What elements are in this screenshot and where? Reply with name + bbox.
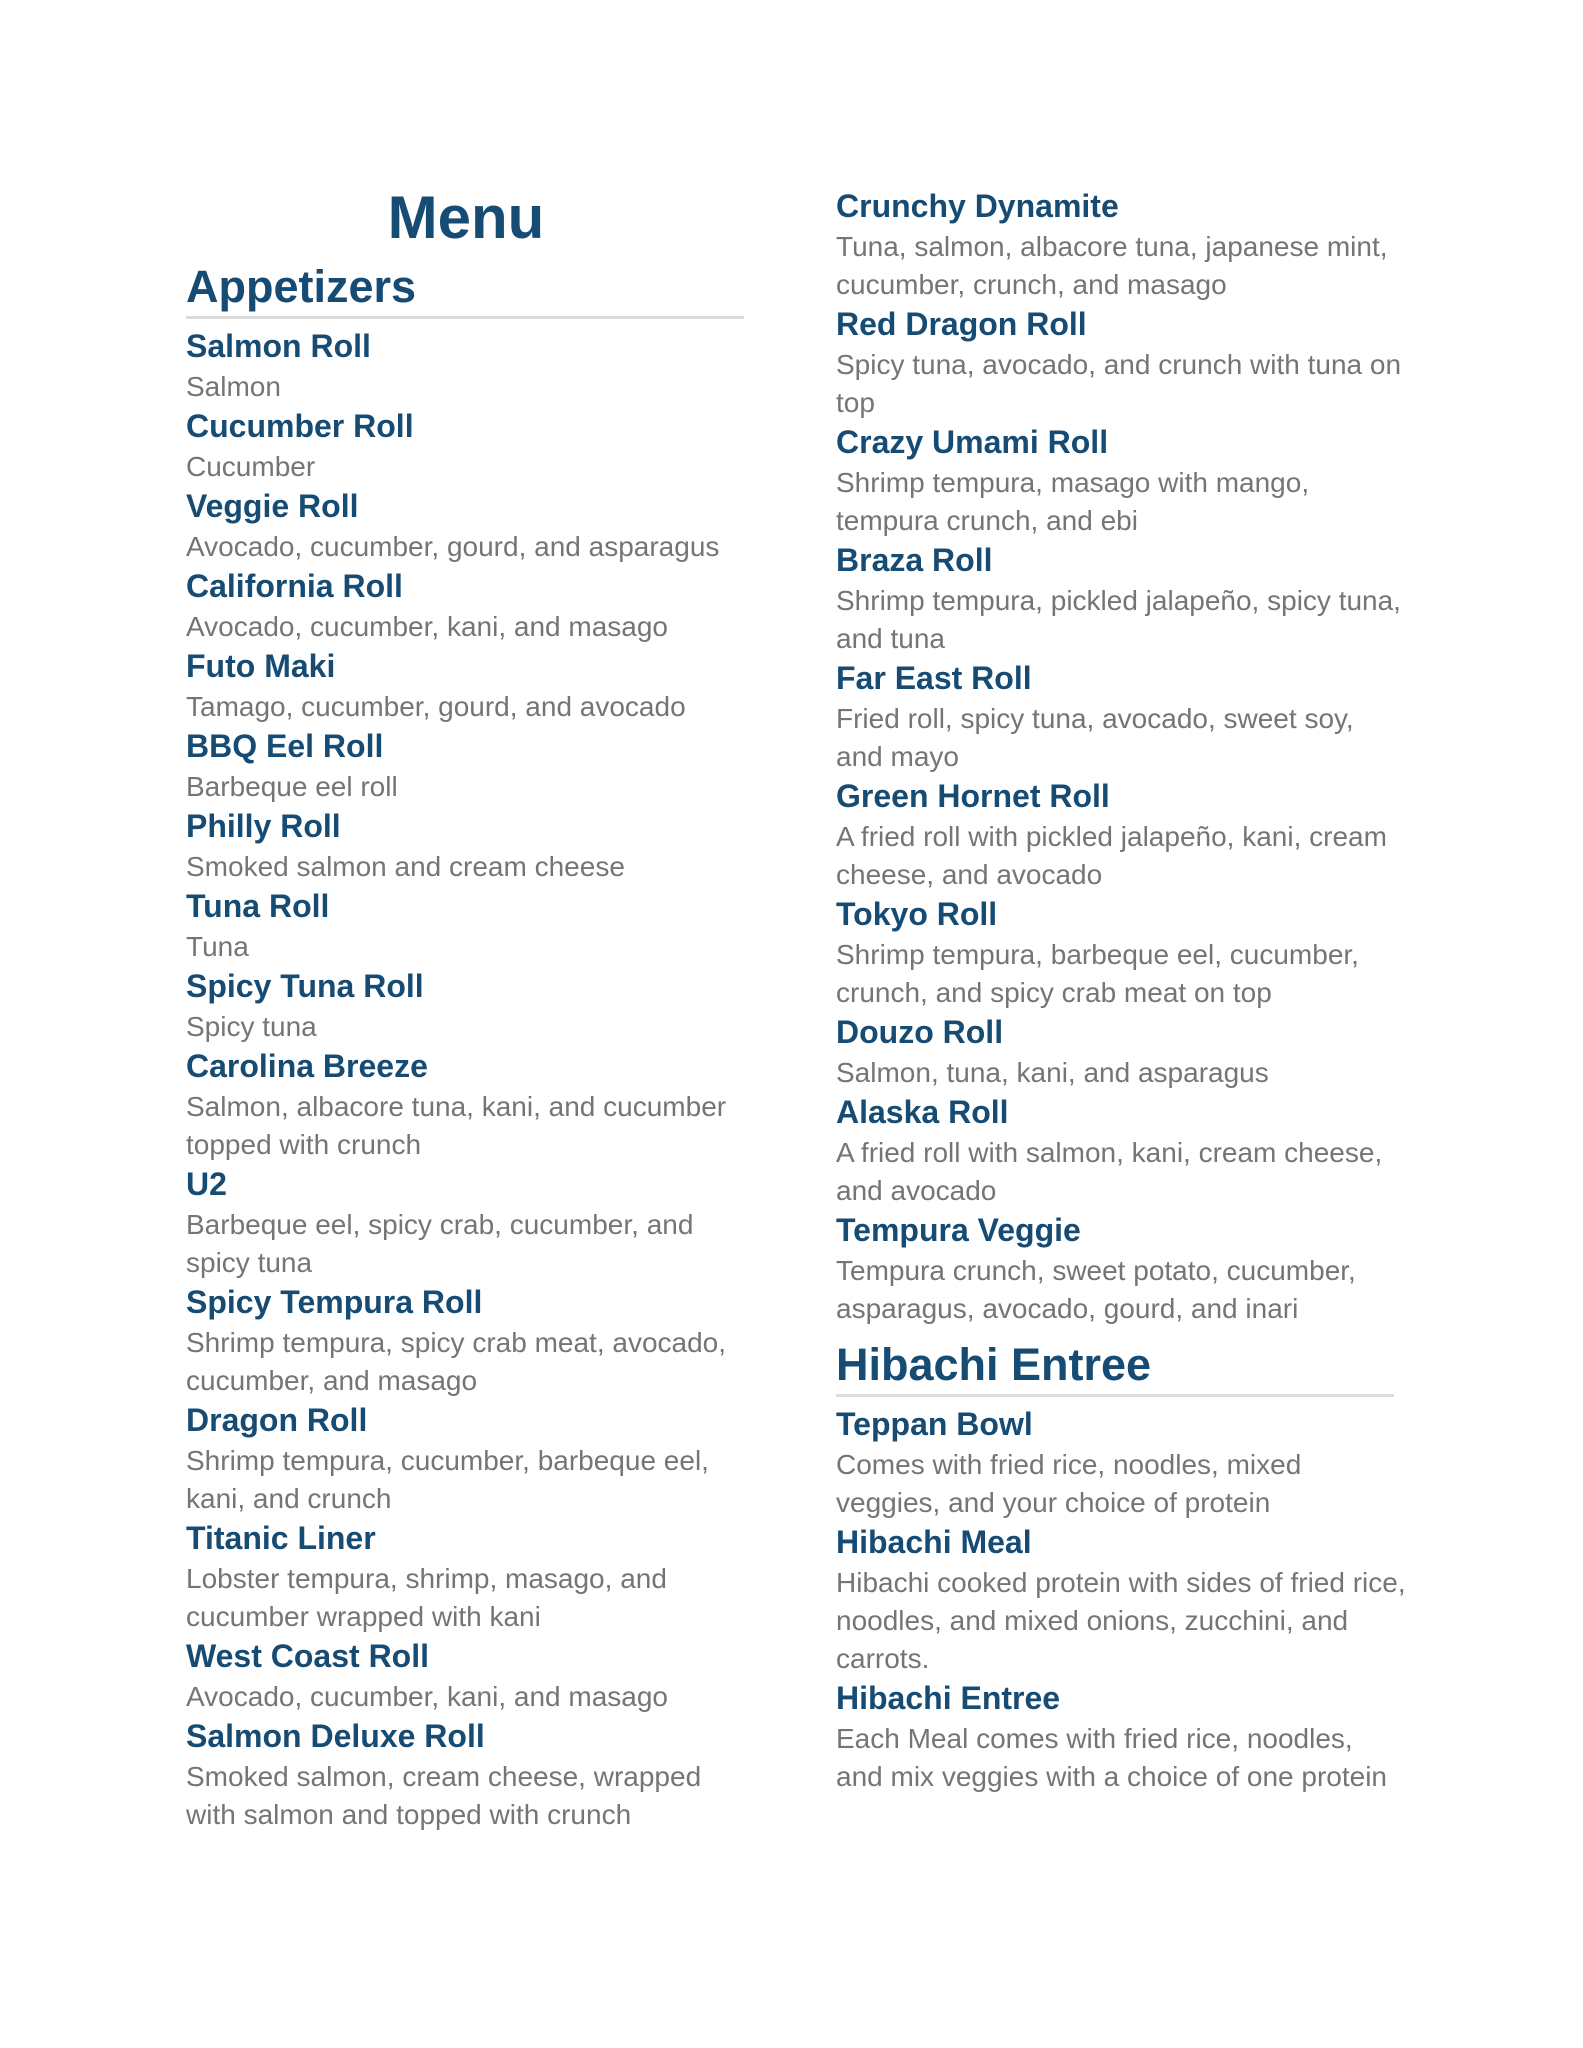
menu-item-description: Shrimp tempura, cucumber, barbeque eel, kani, and crunch <box>186 1445 709 1514</box>
menu-item-description: Barbeque eel roll <box>186 771 398 802</box>
hibachi-list <box>836 1404 1406 1796</box>
menu-item-description: Avocado, cucumber, kani, and masago <box>186 1681 669 1712</box>
menu-item-name: Philly Roll <box>186 808 341 844</box>
menu-item-description: Shrimp tempura, spicy crab meat, avocado, cucumber, and masago <box>186 1327 727 1396</box>
menu-item <box>836 540 1406 658</box>
menu-item-description: Smoked salmon, cream cheese, wrapped with salmon and topped with crunch <box>186 1761 702 1830</box>
hibachi-heading: Hibachi Entree <box>836 1336 1394 1397</box>
menu-item-description: Tempura crunch, sweet potato, cucumber, asparagus, avocado, gourd, and inari <box>836 1255 1356 1324</box>
menu-item-name: U2 <box>186 1166 227 1202</box>
menu-item <box>836 1210 1406 1328</box>
menu-item <box>836 422 1406 540</box>
menu-title: Menu <box>387 184 545 251</box>
menu-item-description: Avocado, cucumber, gourd, and asparagus <box>186 531 720 562</box>
menu-item <box>836 658 1406 776</box>
menu-item-name: Titanic Liner <box>186 1520 376 1556</box>
menu-item-description: Shrimp tempura, masago with mango, tempura crunch, and ebi <box>836 467 1310 536</box>
menu-item-description: Spicy tuna, avocado, and crunch with tuna on top <box>836 349 1402 418</box>
menu-item-description: Each Meal comes with fried rice, noodles, and mix veggies with a choice of one protein <box>836 1723 1387 1792</box>
menu-item <box>836 304 1406 422</box>
menu-item-name: Tokyo Roll <box>836 896 998 932</box>
menu-item-name: Green Hornet Roll <box>836 778 1110 814</box>
menu-item-name: Crunchy Dynamite <box>836 188 1119 224</box>
menu-item-name: Salmon Roll <box>186 328 371 364</box>
menu-item <box>186 646 746 726</box>
menu-item <box>186 1518 746 1636</box>
menu-item <box>186 326 746 406</box>
menu-item-name: Dragon Roll <box>186 1402 368 1438</box>
menu-item-name: Veggie Roll <box>186 488 359 524</box>
menu-item-description: Comes with fried rice, noodles, mixed veggies, and your choice of protein <box>836 1449 1302 1518</box>
menu-item <box>836 1522 1406 1678</box>
menu-item-description: Hibachi cooked protein with sides of fried rice, noodles, and mixed onions, zucchini, and carrots. <box>836 1567 1406 1674</box>
menu-item-name: West Coast Roll <box>186 1638 429 1674</box>
menu-item-name: Carolina Breeze <box>186 1048 428 1084</box>
menu-item <box>186 1164 746 1282</box>
menu-item-description: Cucumber <box>186 451 316 482</box>
menu-item-description: A fried roll with pickled jalapeño, kani, cream cheese, and avocado <box>836 821 1387 890</box>
menu-item-description: Spicy tuna <box>186 1011 317 1042</box>
menu-item-name: Far East Roll <box>836 660 1032 696</box>
menu-item <box>186 806 746 886</box>
menu-item-name: Braza Roll <box>836 542 993 578</box>
menu-item-description: Shrimp tempura, barbeque eel, cucumber, crunch, and spicy crab meat on top <box>836 939 1359 1008</box>
menu-item <box>836 1092 1406 1210</box>
menu-item-description: Lobster tempura, shrimp, masago, and cucumber wrapped with kani <box>186 1563 667 1632</box>
appetizers-heading: Appetizers <box>186 258 744 319</box>
menu-item-name: Teppan Bowl <box>836 1406 1033 1442</box>
menu-item <box>186 726 746 806</box>
menu-item <box>186 406 746 486</box>
menu-item <box>186 486 746 566</box>
menu-item-name: Tempura Veggie <box>836 1212 1081 1248</box>
menu-item-description: Smoked salmon and cream cheese <box>186 851 625 882</box>
menu-item-name: Alaska Roll <box>836 1094 1009 1130</box>
menu-item-name: Tuna Roll <box>186 888 330 924</box>
menu-item <box>836 1012 1406 1092</box>
menu-item <box>186 1716 746 1834</box>
menu-item-name: California Roll <box>186 568 403 604</box>
menu-item-name: Cucumber Roll <box>186 408 414 444</box>
menu-item <box>186 1046 746 1164</box>
menu-item-description: Tuna, salmon, albacore tuna, japanese mint, cucumber, crunch, and masago <box>836 231 1388 300</box>
menu-item <box>186 886 746 966</box>
menu-item-description: Tuna <box>186 931 249 962</box>
menu-item-description: Tamago, cucumber, gourd, and avocado <box>186 691 686 722</box>
menu-item-description: Avocado, cucumber, kani, and masago <box>186 611 669 642</box>
menu-item <box>836 894 1406 1012</box>
menu-item <box>836 1678 1406 1796</box>
menu-item-name: Crazy Umami Roll <box>836 424 1109 460</box>
menu-item-description: Barbeque eel, spicy crab, cucumber, and spicy tuna <box>186 1209 694 1278</box>
rolls-list <box>836 186 1406 1328</box>
appetizers-list <box>186 326 746 1834</box>
menu-item <box>836 1404 1406 1522</box>
menu-item <box>186 1282 746 1400</box>
menu-item-description: Salmon, tuna, kani, and asparagus <box>836 1057 1269 1088</box>
menu-item-description: Shrimp tempura, pickled jalapeño, spicy tuna, and tuna <box>836 585 1401 654</box>
menu-item-name: Spicy Tempura Roll <box>186 1284 483 1320</box>
menu-item-description: A fried roll with salmon, kani, cream cheese, and avocado <box>836 1137 1383 1206</box>
menu-item-name: Futo Maki <box>186 648 336 684</box>
menu-item <box>836 776 1406 894</box>
menu-item-name: Hibachi Entree <box>836 1680 1061 1716</box>
menu-item-name: Spicy Tuna Roll <box>186 968 424 1004</box>
menu-item-name: Hibachi Meal <box>836 1524 1032 1560</box>
menu-item <box>186 1636 746 1716</box>
menu-item <box>186 1400 746 1518</box>
menu-item-description: Fried roll, spicy tuna, avocado, sweet soy, and mayo <box>836 703 1354 772</box>
menu-item-name: Salmon Deluxe Roll <box>186 1718 485 1754</box>
menu-item <box>186 566 746 646</box>
menu-item <box>836 186 1406 304</box>
menu-item-description: Salmon <box>186 371 281 402</box>
menu-item-description: Salmon, albacore tuna, kani, and cucumber topped with crunch <box>186 1091 727 1160</box>
menu-item <box>186 966 746 1046</box>
menu-item-name: Red Dragon Roll <box>836 306 1087 342</box>
menu-item-name: BBQ Eel Roll <box>186 728 384 764</box>
menu-item-name: Douzo Roll <box>836 1014 1004 1050</box>
